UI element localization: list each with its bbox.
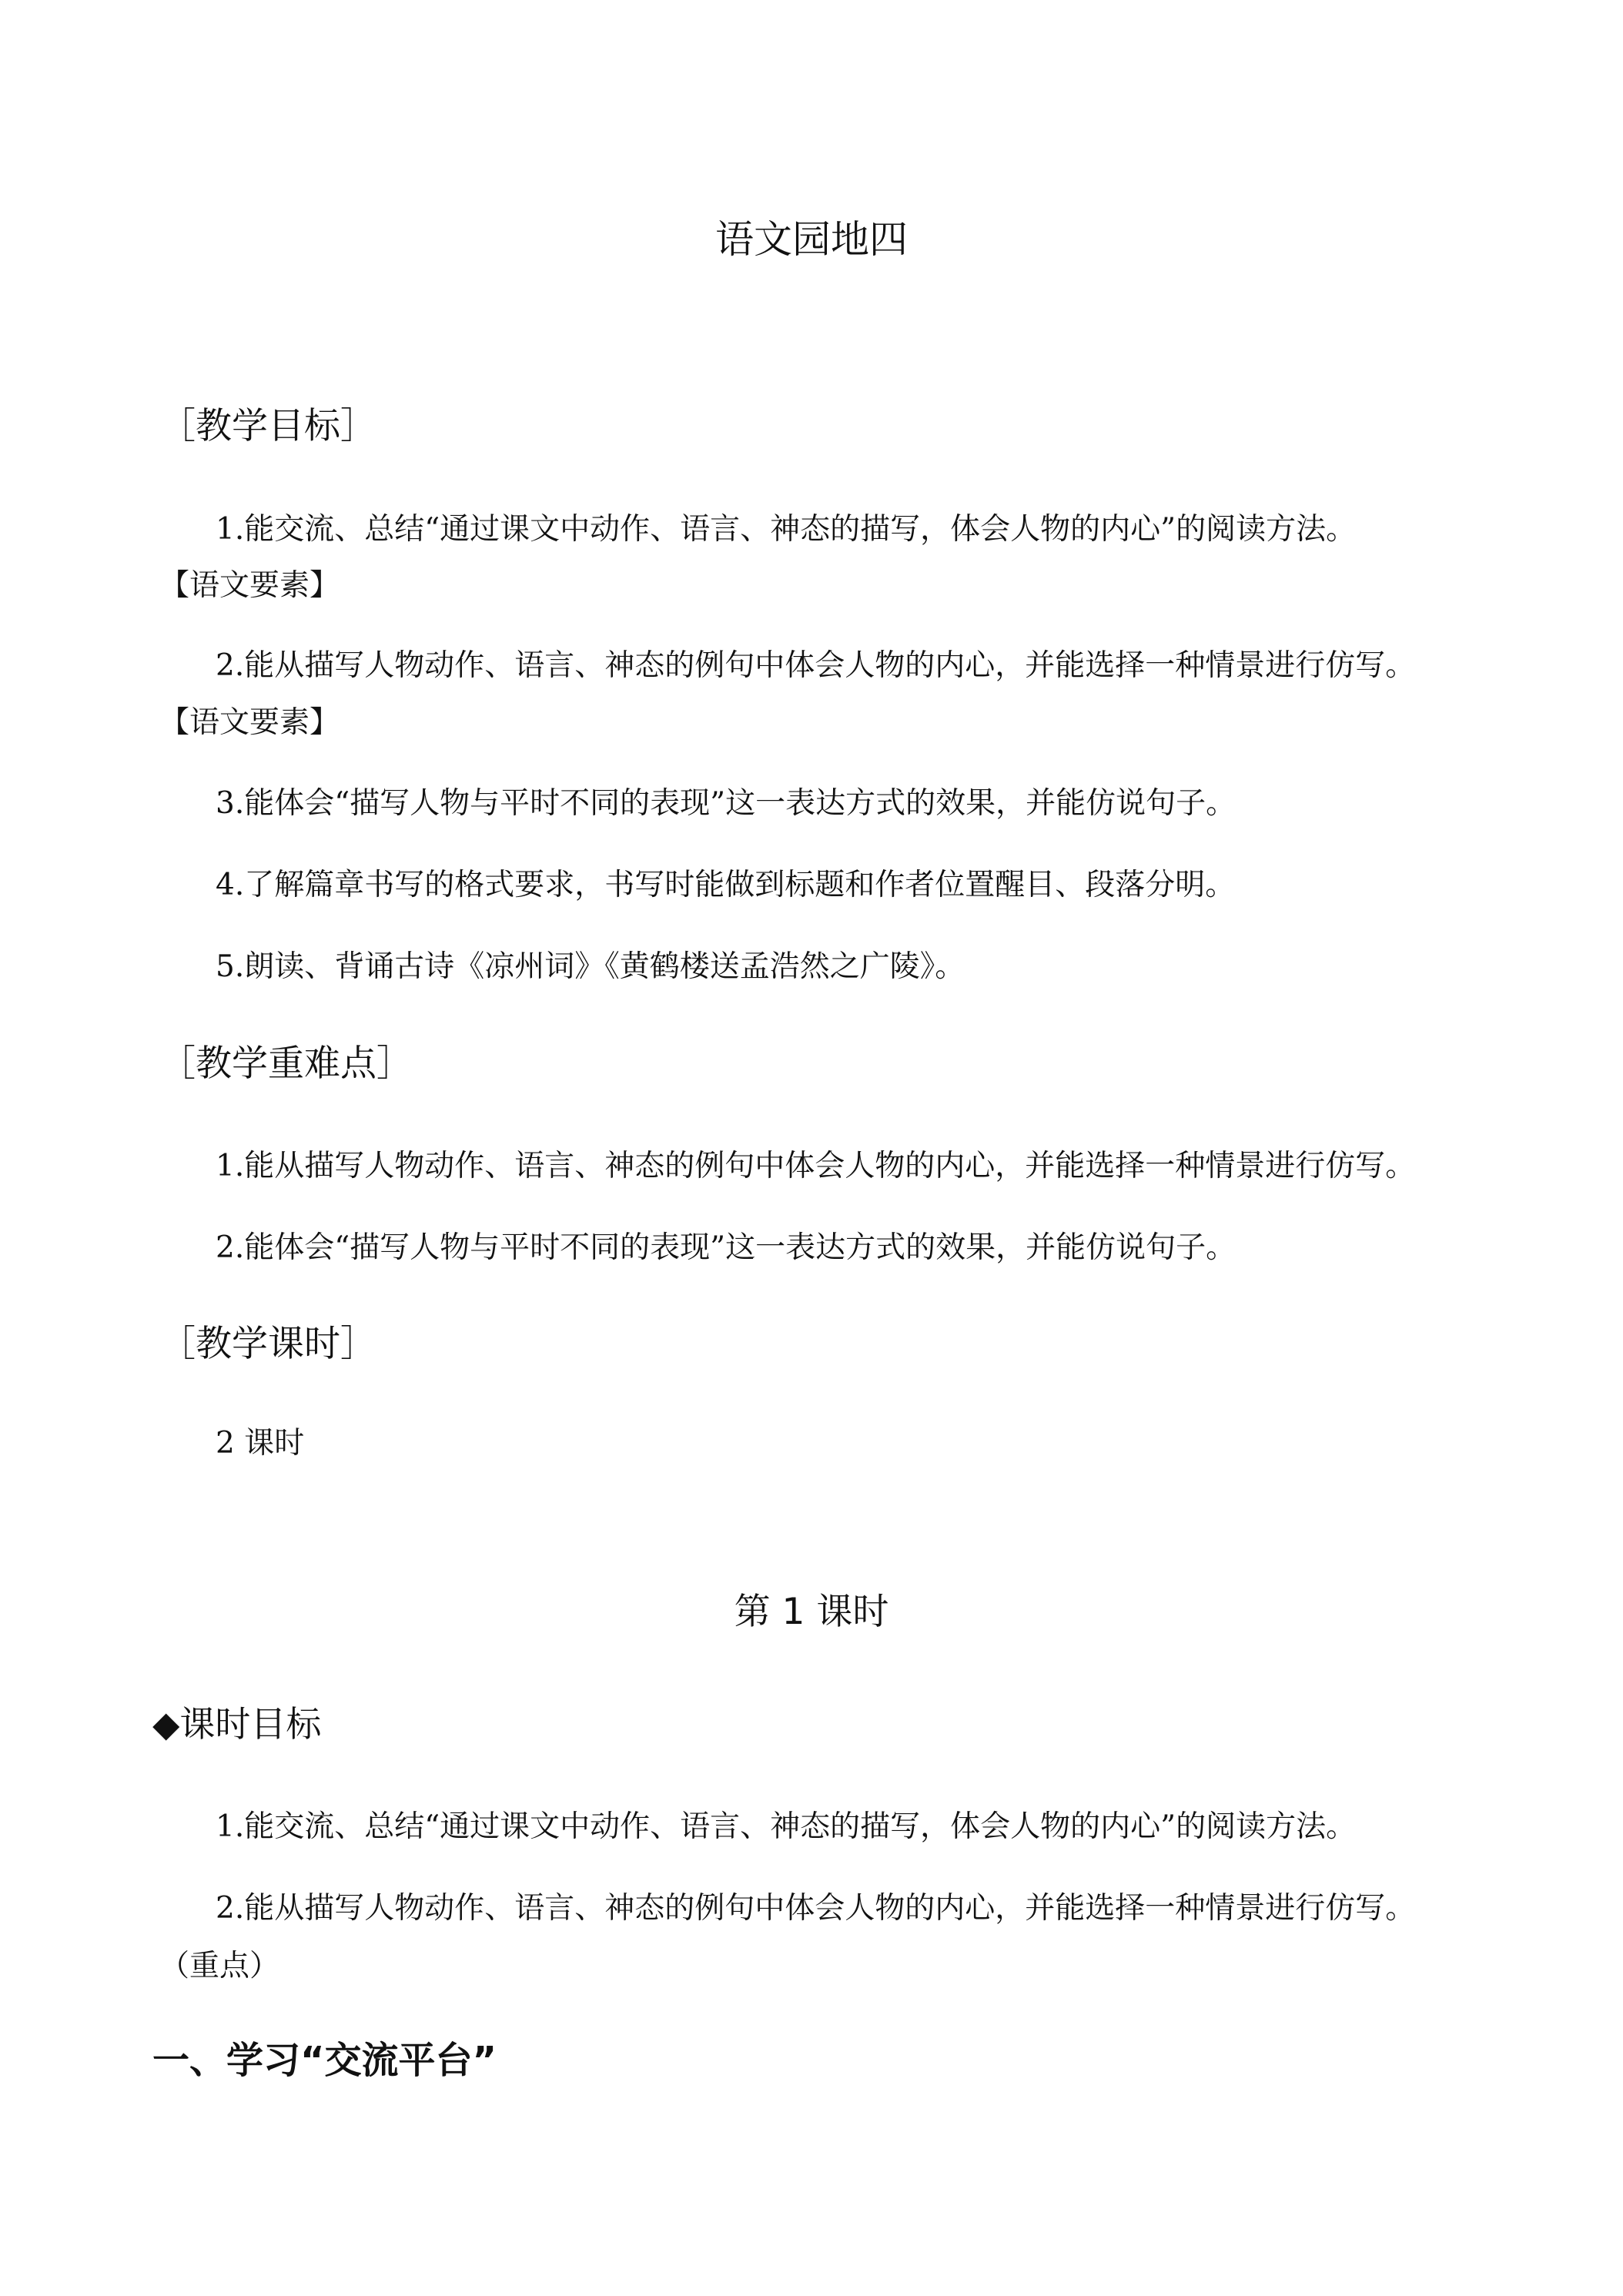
lesson-goal-item-2-tag: （重点）	[159, 1949, 280, 1983]
objective-item-1: 1.能交流、总结“通过课文中动作、语言、神态的描写，体会人物的内心”的阅读方法。	[216, 512, 1357, 547]
periods-heading: ［教学课时］	[159, 1323, 376, 1365]
lesson-goals-heading: ◆课时目标	[152, 1703, 322, 1745]
part-1-heading: 一、学习“交流平台”	[152, 2039, 497, 2082]
page-title: 语文园地四	[715, 217, 908, 262]
objective-item-3: 3.能体会“描写人物与平时不同的表现”这一表达方式的效果，并能仿说句子。	[216, 786, 1236, 821]
key-point-item-2: 2.能体会“描写人物与平时不同的表现”这一表达方式的效果，并能仿说句子。	[216, 1230, 1236, 1265]
lesson-1-heading: 第 1 课时	[734, 1591, 889, 1633]
lesson-goal-item-1: 1.能交流、总结“通过课文中动作、语言、神态的描写，体会人物的内心”的阅读方法。	[216, 1809, 1357, 1844]
objective-item-2: 2.能从描写人物动作、语言、神态的例句中体会人物的内心，并能选择一种情景进行仿写。	[216, 648, 1416, 683]
lesson-goal-item-2: 2.能从描写人物动作、语言、神态的例句中体会人物的内心，并能选择一种情景进行仿写。	[216, 1891, 1416, 1926]
periods-value: 2 课时	[216, 1426, 305, 1461]
objective-item-1-tag: 【语文要素】	[159, 568, 340, 603]
objectives-heading: ［教学目标］	[159, 405, 376, 447]
objective-item-5: 5.朗读、背诵古诗《凉州词》《黄鹤楼送孟浩然之广陵》。	[216, 949, 965, 984]
key-points-heading: ［教学重难点］	[159, 1043, 413, 1085]
objective-item-4: 4.了解篇章书写的格式要求，书写时能做到标题和作者位置醒目、段落分明。	[216, 868, 1236, 902]
key-point-item-1: 1.能从描写人物动作、语言、神态的例句中体会人物的内心，并能选择一种情景进行仿写。	[216, 1149, 1416, 1183]
objective-item-2-tag: 【语文要素】	[159, 705, 340, 740]
